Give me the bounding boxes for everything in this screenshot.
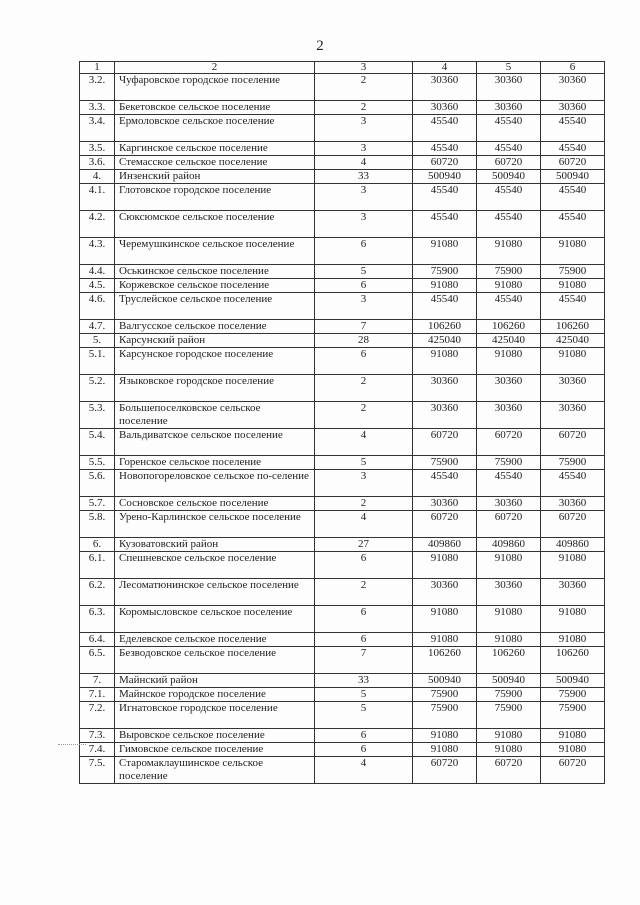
quantity: 2 [315,375,413,402]
table-row [80,470,605,497]
amount-col4: 45540 [413,470,477,497]
amount-col4: 500940 [413,674,477,688]
municipality-name: Труслейское сельское поселение [115,293,315,320]
amount-col5: 500940 [477,674,541,688]
amount-col6: 91080 [541,348,605,375]
row-number: 5.3. [80,402,115,429]
row-number: 7.2. [80,702,115,729]
table-header-row [80,62,605,74]
row-number: 7.5. [80,757,115,784]
table-row [80,265,605,279]
amount-col6: 91080 [541,238,605,265]
municipality-name: Большепоселковское сельское поселение [115,402,315,429]
column-header: 3 [315,62,413,74]
municipality-name: Коржевское сельское поселение [115,279,315,293]
row-number: 4.7. [80,320,115,334]
amount-col5: 91080 [477,279,541,293]
amount-col5: 60720 [477,511,541,538]
row-number: 4.4. [80,265,115,279]
municipality-name: Вальдиватское сельское поселение [115,429,315,456]
quantity: 2 [315,579,413,606]
row-number: 4.1. [80,184,115,211]
amount-col5: 91080 [477,743,541,757]
amount-col4: 30360 [413,579,477,606]
municipality-name: Бекетовское сельское поселение [115,101,315,115]
amount-col4: 106260 [413,647,477,674]
municipality-name: Каргинское сельское поселение [115,142,315,156]
table-row [80,606,605,633]
table-row [80,238,605,265]
amount-col6: 30360 [541,497,605,511]
amount-col5: 75900 [477,688,541,702]
quantity: 3 [315,184,413,211]
amount-col4: 500940 [413,170,477,184]
table-row [80,633,605,647]
municipality-name: Выровское сельское поселение [115,729,315,743]
amount-col5: 30360 [477,375,541,402]
table-row [80,184,605,211]
municipality-name: Еделевское сельское поселение [115,633,315,647]
amount-col5: 45540 [477,211,541,238]
row-number: 6.2. [80,579,115,606]
quantity: 6 [315,238,413,265]
municipality-name: Глотовское городское поселение [115,184,315,211]
municipality-name: Чуфаровское городское поселение [115,74,315,101]
row-number: 3.3. [80,101,115,115]
amount-col5: 45540 [477,184,541,211]
row-number: 6.3. [80,606,115,633]
allocation-table [79,61,605,784]
amount-col5: 60720 [477,757,541,784]
amount-col4: 409860 [413,538,477,552]
scan-artifact [58,744,86,745]
municipality-name: Лесоматюнинское сельское поселение [115,579,315,606]
amount-col4: 91080 [413,606,477,633]
quantity: 6 [315,633,413,647]
amount-col6: 30360 [541,74,605,101]
amount-col5: 45540 [477,142,541,156]
amount-col6: 30360 [541,579,605,606]
quantity: 6 [315,552,413,579]
quantity: 6 [315,743,413,757]
table-row [80,538,605,552]
municipality-name: Валгусское сельское поселение [115,320,315,334]
table-row [80,402,605,429]
municipality-name: Горенское сельское поселение [115,456,315,470]
amount-col6: 45540 [541,470,605,497]
quantity: 3 [315,293,413,320]
quantity: 4 [315,757,413,784]
amount-col6: 30360 [541,402,605,429]
row-number: 3.6. [80,156,115,170]
amount-col5: 409860 [477,538,541,552]
amount-col6: 106260 [541,320,605,334]
row-number: 7. [80,674,115,688]
amount-col4: 45540 [413,211,477,238]
amount-col4: 91080 [413,279,477,293]
quantity: 3 [315,142,413,156]
amount-col6: 75900 [541,688,605,702]
amount-col6: 45540 [541,293,605,320]
municipality-name: Старомаклаушинское сельское поселение [115,757,315,784]
quantity: 6 [315,729,413,743]
amount-col6: 500940 [541,674,605,688]
municipality-name: Майнский район [115,674,315,688]
table-row [80,279,605,293]
amount-col5: 60720 [477,156,541,170]
table-row [80,74,605,101]
amount-col5: 91080 [477,552,541,579]
amount-col4: 45540 [413,293,477,320]
municipality-name: Карсунское городское поселение [115,348,315,375]
column-header: 6 [541,62,605,74]
row-number: 3.4. [80,115,115,142]
amount-col5: 500940 [477,170,541,184]
table-row [80,320,605,334]
row-number: 7.4. [80,743,115,757]
amount-col6: 45540 [541,211,605,238]
amount-col4: 30360 [413,497,477,511]
amount-col4: 91080 [413,552,477,579]
amount-col4: 30360 [413,375,477,402]
amount-col6: 91080 [541,729,605,743]
quantity: 3 [315,115,413,142]
column-header: 1 [80,62,115,74]
municipality-name: Безводовское сельское поселение [115,647,315,674]
amount-col5: 106260 [477,647,541,674]
municipality-name: Гимовское сельское поселение [115,743,315,757]
row-number: 3.5. [80,142,115,156]
row-number: 4.3. [80,238,115,265]
amount-col5: 30360 [477,74,541,101]
table-row [80,375,605,402]
row-number: 7.1. [80,688,115,702]
table-row [80,674,605,688]
table-row [80,743,605,757]
municipality-name: Новопогореловское сельское по-селение [115,470,315,497]
row-number: 6.1. [80,552,115,579]
amount-col5: 425040 [477,334,541,348]
quantity: 4 [315,511,413,538]
row-number: 6.4. [80,633,115,647]
municipality-name: Черемушкинское сельское поселение [115,238,315,265]
table-row [80,293,605,320]
row-number: 5.1. [80,348,115,375]
row-number: 4.2. [80,211,115,238]
municipality-name: Оськинское сельское поселение [115,265,315,279]
column-header: 2 [115,62,315,74]
municipality-name: Инзенский район [115,170,315,184]
quantity: 4 [315,156,413,170]
amount-col6: 91080 [541,279,605,293]
amount-col5: 45540 [477,470,541,497]
amount-col4: 45540 [413,142,477,156]
quantity: 6 [315,348,413,375]
table-row [80,647,605,674]
table-row [80,729,605,743]
quantity: 6 [315,279,413,293]
amount-col5: 30360 [477,579,541,606]
municipality-name: Майнское городское поселение [115,688,315,702]
amount-col5: 30360 [477,402,541,429]
municipality-name: Коромысловское сельское поселение [115,606,315,633]
quantity: 28 [315,334,413,348]
amount-col6: 91080 [541,743,605,757]
row-number: 7.3. [80,729,115,743]
quantity: 2 [315,74,413,101]
table-row [80,115,605,142]
row-number: 5.4. [80,429,115,456]
amount-col6: 106260 [541,647,605,674]
table-row [80,757,605,784]
row-number: 5. [80,334,115,348]
quantity: 3 [315,470,413,497]
row-number: 6.5. [80,647,115,674]
row-number: 6. [80,538,115,552]
amount-col6: 91080 [541,552,605,579]
amount-col6: 30360 [541,375,605,402]
table-row [80,101,605,115]
amount-col5: 91080 [477,633,541,647]
amount-col5: 75900 [477,456,541,470]
amount-col6: 500940 [541,170,605,184]
table-row [80,497,605,511]
amount-col6: 409860 [541,538,605,552]
row-number: 4.5. [80,279,115,293]
table-row [80,142,605,156]
amount-col4: 45540 [413,184,477,211]
municipality-name: Урено-Карлинское сельское поселение [115,511,315,538]
municipality-name: Сосновское сельское поселение [115,497,315,511]
municipality-name: Сюксюмское сельское поселение [115,211,315,238]
column-header: 4 [413,62,477,74]
quantity: 33 [315,674,413,688]
page-number: 2 [316,38,324,54]
municipality-name: Ермоловское сельское поселение [115,115,315,142]
amount-col5: 45540 [477,115,541,142]
row-number: 4.6. [80,293,115,320]
row-number: 5.5. [80,456,115,470]
amount-col6: 30360 [541,101,605,115]
amount-col5: 91080 [477,606,541,633]
amount-col4: 91080 [413,743,477,757]
amount-col5: 30360 [477,497,541,511]
row-number: 5.7. [80,497,115,511]
amount-col6: 60720 [541,757,605,784]
municipality-name: Стемасское сельское поселение [115,156,315,170]
table-row [80,579,605,606]
table-row [80,348,605,375]
quantity: 5 [315,702,413,729]
amount-col4: 91080 [413,348,477,375]
quantity: 33 [315,170,413,184]
amount-col5: 106260 [477,320,541,334]
quantity: 5 [315,265,413,279]
municipality-name: Кузоватовский район [115,538,315,552]
table-row [80,211,605,238]
amount-col5: 75900 [477,702,541,729]
table-row [80,511,605,538]
amount-col6: 45540 [541,184,605,211]
row-number: 3.2. [80,74,115,101]
quantity: 7 [315,320,413,334]
amount-col4: 60720 [413,156,477,170]
municipality-name: Языковское городское поселение [115,375,315,402]
amount-col6: 45540 [541,142,605,156]
amount-col5: 75900 [477,265,541,279]
amount-col6: 425040 [541,334,605,348]
amount-col4: 30360 [413,101,477,115]
amount-col6: 75900 [541,456,605,470]
municipality-name: Игнатовское городское поселение [115,702,315,729]
row-number: 5.2. [80,375,115,402]
amount-col6: 60720 [541,156,605,170]
table-row [80,429,605,456]
amount-col4: 30360 [413,74,477,101]
quantity: 6 [315,606,413,633]
quantity: 5 [315,688,413,702]
amount-col4: 106260 [413,320,477,334]
amount-col6: 60720 [541,511,605,538]
table-row [80,688,605,702]
amount-col6: 45540 [541,115,605,142]
amount-col4: 45540 [413,115,477,142]
amount-col4: 91080 [413,729,477,743]
amount-col4: 75900 [413,265,477,279]
amount-col6: 60720 [541,429,605,456]
quantity: 2 [315,101,413,115]
amount-col5: 91080 [477,238,541,265]
amount-col4: 75900 [413,702,477,729]
column-header: 5 [477,62,541,74]
quantity: 27 [315,538,413,552]
amount-col5: 91080 [477,348,541,375]
amount-col4: 425040 [413,334,477,348]
table-row [80,156,605,170]
table-row [80,702,605,729]
amount-col4: 30360 [413,402,477,429]
row-number: 5.6. [80,470,115,497]
amount-col4: 75900 [413,456,477,470]
amount-col4: 91080 [413,238,477,265]
municipality-name: Карсунский район [115,334,315,348]
table-row [80,334,605,348]
amount-col4: 60720 [413,429,477,456]
row-number: 5.8. [80,511,115,538]
municipality-name: Спешневское сельское поселение [115,552,315,579]
amount-col6: 75900 [541,265,605,279]
amount-col4: 75900 [413,688,477,702]
quantity: 3 [315,211,413,238]
amount-col5: 30360 [477,101,541,115]
quantity: 4 [315,429,413,456]
row-number: 4. [80,170,115,184]
table-row [80,552,605,579]
amount-col4: 60720 [413,757,477,784]
quantity: 7 [315,647,413,674]
amount-col5: 60720 [477,429,541,456]
quantity: 2 [315,402,413,429]
quantity: 2 [315,497,413,511]
amount-col5: 45540 [477,293,541,320]
amount-col4: 91080 [413,633,477,647]
amount-col6: 75900 [541,702,605,729]
amount-col6: 91080 [541,633,605,647]
amount-col4: 60720 [413,511,477,538]
table-row [80,456,605,470]
table-row [80,170,605,184]
quantity: 5 [315,456,413,470]
amount-col5: 91080 [477,729,541,743]
amount-col6: 91080 [541,606,605,633]
